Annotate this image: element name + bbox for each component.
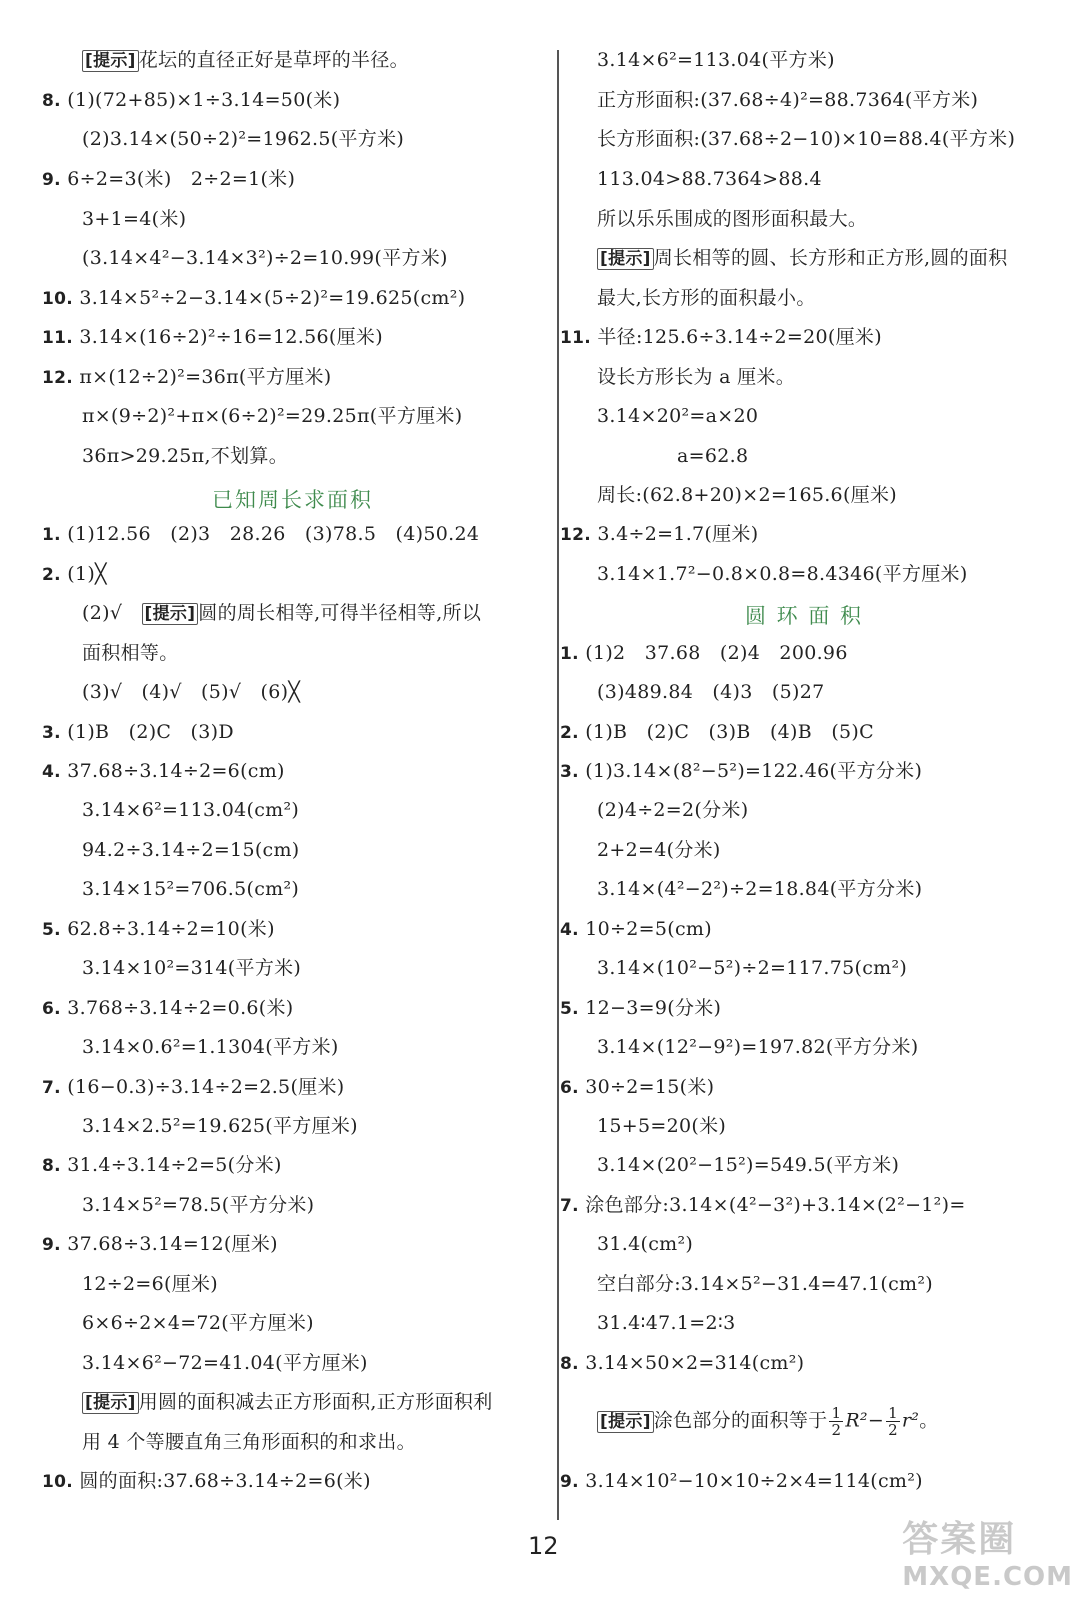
answer-line <box>560 522 758 547</box>
answer-line <box>42 1469 371 1494</box>
hint-label: [提示] <box>82 1392 139 1414</box>
answer-line <box>82 1430 416 1454</box>
answer-line <box>82 444 288 468</box>
answer-line <box>42 325 383 350</box>
answer-text: 3.14×5²÷2−3.14×(5÷2)²=19.625(cm²) <box>79 287 466 309</box>
answer-line <box>597 1272 933 1296</box>
answer-line <box>560 641 848 666</box>
answer-text: 3.14×(20²−15²)=549.5(平方米) <box>597 1154 900 1176</box>
answer-line <box>42 522 479 547</box>
question-number: 1. <box>42 525 61 545</box>
answer-line <box>560 1469 923 1494</box>
answer-text: 6÷2=3(米) 2÷2=1(米) <box>67 168 296 190</box>
answer-line <box>42 167 295 192</box>
answer-text: (3)√ (4)√ (5)√ (6)╳ <box>82 681 301 703</box>
answer-line <box>82 404 462 428</box>
answer-text: (2)3.14×(50÷2)²=1962.5(平方米) <box>82 128 405 150</box>
answer-text: (1)(72+85)×1÷3.14=50(米) <box>67 89 341 111</box>
answer-line <box>42 720 234 745</box>
answer-line <box>82 1311 314 1335</box>
answer-line <box>560 996 721 1021</box>
answer-line <box>42 1232 278 1257</box>
answer-text: a=62.8 <box>677 445 749 467</box>
answer-line <box>82 1114 358 1138</box>
answer-line <box>560 759 922 784</box>
answer-text: 3.14×20²=a×20 <box>597 405 759 427</box>
answer-text: 36π>29.25π,不划算。 <box>82 445 289 467</box>
answer-text: 半径:125.6÷3.14÷2=20(厘米) <box>597 326 882 348</box>
answer-line <box>42 1153 282 1178</box>
answer-text: 62.8÷3.14÷2=10(米) <box>67 918 275 940</box>
section-title: 已知周长求面积 <box>212 488 373 512</box>
answer-text: 3.14×0.6²=1.1304(平方米) <box>82 1036 339 1058</box>
question-number: 7. <box>560 1196 579 1216</box>
answer-text: 3.14×1.7²−0.8×0.8=8.4346(平方厘米) <box>597 563 968 585</box>
answer-text: (1)2 37.68 (2)4 200.96 <box>585 642 848 664</box>
watermark: 答案圈 MXQE.COM <box>902 1519 1073 1592</box>
fraction: $\frac{1}{2}$ <box>831 1404 842 1439</box>
answer-text: (1)B (2)C (3)D <box>67 721 234 743</box>
answer-text: (1)╳ <box>67 563 107 585</box>
answer-line <box>42 365 332 390</box>
answer-line <box>82 956 301 980</box>
answer-text: (1)B (2)C (3)B (4)B (5)C <box>585 721 874 743</box>
answer-line <box>597 365 795 389</box>
answer-line <box>597 877 922 901</box>
answer-line <box>82 641 179 665</box>
question-number: 12. <box>42 368 74 388</box>
question-number: 8. <box>42 91 61 111</box>
answer-line <box>597 1311 736 1335</box>
answer-line <box>597 1232 693 1256</box>
question-number: 11. <box>42 328 74 348</box>
question-number: 9. <box>560 1472 579 1492</box>
answer-text: 最大,长方形的面积最小。 <box>597 287 816 309</box>
answer-line <box>82 1272 218 1296</box>
answer-line <box>82 1193 314 1217</box>
answer-text: 3.768÷3.14÷2=0.6(米) <box>67 997 294 1019</box>
answer-text: 3.14×(12²−9²)=197.82(平方分米) <box>597 1036 919 1058</box>
answer-text: 6×6÷2×4=72(平方厘米) <box>82 1312 314 1334</box>
answer-text: π×(12÷2)²=36π(平方厘米) <box>79 366 332 388</box>
answer-line <box>42 88 340 113</box>
answer-line <box>82 877 299 901</box>
answer-line <box>597 404 758 428</box>
answer-text: 长方形面积:(37.68÷2−10)×10=88.4(平方米) <box>597 128 1016 150</box>
answer-text: 31.4÷3.14÷2=5(分米) <box>67 1154 282 1176</box>
answer-line <box>82 1351 368 1375</box>
hint-label: [提示] <box>597 1411 654 1433</box>
answer-text: 3+1=4(米) <box>82 208 187 230</box>
answer-line <box>82 798 299 822</box>
question-number: 6. <box>42 999 61 1019</box>
answer-line <box>82 48 409 73</box>
answer-line <box>82 1035 339 1059</box>
answer-text: 3.14×6²−72=41.04(平方厘米) <box>82 1352 368 1374</box>
question-number: 9. <box>42 1235 61 1255</box>
answer-line <box>597 167 822 191</box>
question-number: 11. <box>560 328 592 348</box>
answer-text: 31.4(cm²) <box>597 1233 694 1255</box>
answer-line <box>597 1035 919 1059</box>
answer-text: (1)3.14×(8²−5²)=122.46(平方分米) <box>585 760 923 782</box>
answer-text: 用 4 个等腰直角三角形面积的和求出。 <box>82 1431 416 1453</box>
answer-line <box>597 483 897 507</box>
answer-line <box>42 917 275 942</box>
answer-text: 3.4÷2=1.7(厘米) <box>597 523 759 545</box>
section-title: 圆 环 面 积 <box>745 604 864 628</box>
answer-text: 涂色部分:3.14×(4²−3²)+3.14×(2²−1²)= <box>585 1194 966 1216</box>
page-number: 12 <box>528 1532 559 1560</box>
answer-line <box>82 127 404 151</box>
answer-text: 3.14×6²=113.04(cm²) <box>82 799 300 821</box>
answer-line <box>560 720 874 745</box>
answer-line <box>560 1193 966 1218</box>
answer-line <box>597 286 816 310</box>
answer-line <box>597 246 1008 271</box>
answer-text: 30÷2=15(米) <box>585 1076 715 1098</box>
answer-text: 3.14×10²=314(平方米) <box>82 957 302 979</box>
answer-line <box>42 1075 344 1100</box>
answer-text: 12÷2=6(厘米) <box>82 1273 219 1295</box>
question-number: 6. <box>560 1078 579 1098</box>
answer-line <box>597 798 748 822</box>
answer-text: 3.14×(10²−5²)÷2=117.75(cm²) <box>597 957 908 979</box>
answer-text: 37.68÷3.14÷2=6(cm) <box>67 760 285 782</box>
answer-line <box>82 838 300 862</box>
answer-text: 正方形面积:(37.68÷4)²=88.7364(平方米) <box>597 89 979 111</box>
answer-text: 31.4∶47.1=2∶3 <box>597 1312 736 1334</box>
answer-line <box>560 1351 804 1376</box>
answer-line <box>82 207 186 231</box>
answer-text: 3.14×(4²−2²)÷2=18.84(平方分米) <box>597 878 923 900</box>
question-number: 10. <box>42 1472 74 1492</box>
answer-text: (3.14×4²−3.14×3²)÷2=10.99(平方米) <box>82 247 448 269</box>
answer-text: 12−3=9(分米) <box>585 997 722 1019</box>
answer-line <box>42 286 465 311</box>
column-divider <box>557 50 559 1520</box>
answer-line <box>82 601 481 626</box>
answer-text: 3.14×5²=78.5(平方分米) <box>82 1194 315 1216</box>
answer-line <box>597 680 825 704</box>
answer-line <box>42 759 285 784</box>
question-number: 5. <box>560 999 579 1019</box>
answer-text: 3.14×10²−10×10÷2×4=114(cm²) <box>585 1470 923 1492</box>
answer-line <box>560 325 882 350</box>
answer-text: π×(9÷2)²+π×(6÷2)²=29.25π(平方厘米) <box>82 405 463 427</box>
answer-text: 3.14×(16÷2)²÷16=12.56(厘米) <box>79 326 383 348</box>
answer-text: 3.14×15²=706.5(cm²) <box>82 878 300 900</box>
hint-formula-line: [提示] 涂色部分的面积等于 $\frac{1}{2} R^2-$ $\frac{1}{2} r^2$。 <box>597 1405 939 1438</box>
question-number: 4. <box>560 920 579 940</box>
answer-text: 设长方形长为 a 厘米。 <box>597 366 796 388</box>
answer-text: 113.04>88.7364>88.4 <box>597 168 822 190</box>
answer-line <box>82 1390 493 1415</box>
answer-text: (2)4÷2=2(分米) <box>597 799 749 821</box>
question-number: 7. <box>42 1078 61 1098</box>
answer-text: 面积相等。 <box>82 642 179 664</box>
answer-line <box>42 996 294 1021</box>
answer-text: 圆的面积:37.68÷3.14÷2=6(米) <box>79 1470 371 1492</box>
answer-text: 圆的周长相等,可得半径相等,所以 <box>198 602 482 624</box>
question-number: 2. <box>560 723 579 743</box>
answer-text: (2)√ <box>82 602 142 624</box>
question-number: 5. <box>42 920 61 940</box>
hint-label: [提示] <box>597 248 654 270</box>
answer-text: (3)489.84 (4)3 (5)27 <box>597 681 825 703</box>
answer-text: (16−0.3)÷3.14÷2=2.5(厘米) <box>67 1076 345 1098</box>
answer-text: 3.14×2.5²=19.625(平方厘米) <box>82 1115 358 1137</box>
answer-text: 15+5=20(米) <box>597 1115 727 1137</box>
question-number: 2. <box>42 565 61 585</box>
answer-text: 94.2÷3.14÷2=15(cm) <box>82 839 300 861</box>
answer-text: 3.14×6²=113.04(平方米) <box>597 49 835 71</box>
answer-line <box>560 1075 714 1100</box>
answer-line <box>42 562 107 587</box>
answer-line <box>597 956 907 980</box>
answer-text: 10÷2=5(cm) <box>585 918 712 940</box>
answer-line <box>597 48 835 72</box>
answer-line <box>597 838 721 862</box>
answer-line <box>597 127 1015 151</box>
hint-label: [提示] <box>82 50 139 72</box>
answer-text: 空白部分:3.14×5²−31.4=47.1(cm²) <box>597 1273 933 1295</box>
answer-text: 2+2=4(分米) <box>597 839 721 861</box>
hint-label: [提示] <box>142 603 199 625</box>
answer-text: 37.68÷3.14=12(厘米) <box>67 1233 278 1255</box>
answer-text: 用圆的面积减去正方形面积,正方形面积利 <box>138 1391 493 1413</box>
question-number: 8. <box>42 1156 61 1176</box>
question-number: 8. <box>560 1354 579 1374</box>
answer-text: (1)12.56 (2)3 28.26 (3)78.5 (4)50.24 <box>67 523 480 545</box>
answer-text: 花坛的直径正好是草坪的半径。 <box>138 49 409 71</box>
answer-line <box>597 207 867 231</box>
answer-line <box>597 1114 726 1138</box>
answer-line <box>677 444 748 468</box>
question-number: 3. <box>560 762 579 782</box>
question-number: 1. <box>560 644 579 664</box>
answer-line <box>597 88 978 112</box>
question-number: 10. <box>42 289 74 309</box>
answer-text: 3.14×50×2=314(cm²) <box>585 1352 805 1374</box>
answer-text: 周长:(62.8+20)×2=165.6(厘米) <box>597 484 897 506</box>
question-number: 4. <box>42 762 61 782</box>
answer-line <box>82 680 300 704</box>
answer-text: 周长相等的圆、长方形和正方形,圆的面积 <box>653 247 1008 269</box>
answer-line <box>560 917 712 942</box>
answer-line <box>597 562 968 586</box>
answer-line <box>82 246 448 270</box>
answer-text: 所以乐乐围成的图形面积最大。 <box>597 208 868 230</box>
fraction: $\frac{1}{2}$ <box>888 1404 898 1439</box>
answer-line <box>597 1153 899 1177</box>
question-number: 12. <box>560 525 592 545</box>
question-number: 3. <box>42 723 61 743</box>
question-number: 9. <box>42 170 61 190</box>
